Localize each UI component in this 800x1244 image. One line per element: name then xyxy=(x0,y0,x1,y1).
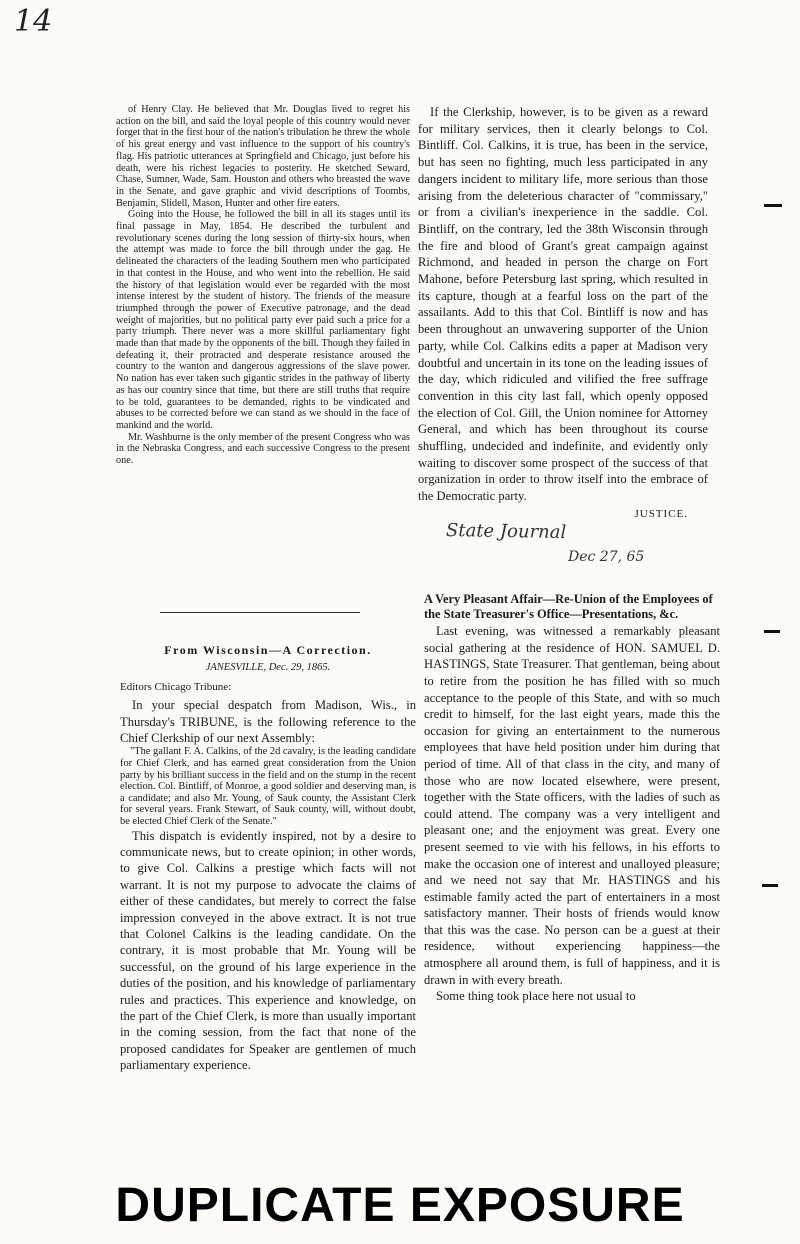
article-washburne-column xyxy=(116,104,410,467)
signature: JUSTICE. xyxy=(634,507,688,520)
margin-mark xyxy=(764,630,780,633)
paragraph: Mr. Washburne is the only member of the present Congress who was in the Nebraska Congress, and each successive Congress to the present one. xyxy=(116,431,410,467)
article-heading: From Wisconsin—A Correction. xyxy=(164,643,372,657)
duplicate-exposure-banner: DUPLICATE EXPOSURE xyxy=(115,1178,685,1232)
paragraph: Going into the House, he followed the bill in all its stages until its final passage in May, 1854. He described the turbulent and revolutionary scenes during the long session of thirty-six hours, when the attempt was made to force the bill through under the gag. He delineated the characters of the leading Southern men who participated in that contest in the House, and who went into the rebellion. He said the history of that legislation would ever be regarded with the most intense interest by the student of history. The friends of the measure triumphed through the power of Executive patronage, and the dead weight of majorities, but no political party ever paid such a price for a party triumph. There never was a more skillful parliamentary fight made than that made by the opponents of the bill. Though they failed in defeating it, their protracted and desperate resistance aroused the country to the wanton and dangerous aggressions of the slave power. No nation has ever taken such gigantic strides in the pathway of liberty as has our country since that time, but there are still truths that require to be told, guarantees to be demanded, rights to be vindicated and abuses to be corrected before we can stand as we should in the face of mankind and the world. xyxy=(116,209,410,431)
column-divider xyxy=(160,612,360,613)
salutation: Editors Chicago Tribune: xyxy=(120,680,232,693)
paragraph: In your special despatch from Madison, Wis., in Thursday's TRIBUNE, is the following reference to the Chief Clerkship of our next Assembly: xyxy=(120,698,416,746)
article-reunion xyxy=(424,592,720,1005)
margin-mark xyxy=(764,204,782,207)
paragraph: of Henry Clay. He believed that Mr. Douglas lived to regret his action on the bill, and said the loyal people of this country would never forget that in the first hour of the nation's tribulation he threw the whole of his great energy and vast influence to the support of his country's flag. His patriotic utterances at Springfield and Chicago, just before his death, were his richest legacies to posterity. He sketched Seward, Chase, Sumner, Wade, Sam. Houston and others who breasted the wave in the Senate, and gave graphic and vivid descriptions of Toombs, Benjamin, Slidell, Mason, Hunter and other fire eaters. xyxy=(116,104,410,209)
article-heading: A Very Pleasant Affair—Re-Union of the Employees of the State Treasurer's Office—Presentations, &c. xyxy=(424,592,713,621)
dateline: JANESVILLE, Dec. 29, 1865. xyxy=(205,662,331,674)
margin-mark xyxy=(762,884,778,887)
paragraph: This dispatch is evidently inspired, not by a desire to communicate news, but to create opinion; in other words, to give Col. Calkins a prestige which facts will not warrant. It is not my purpose to advocate the claims of either of these candidates, but merely to correct the false impression conveyed in the above extract. It is not true that Colonel Calkins is the leading candidate. On the contrary, it is most probable that Mr. Young will be successful, on the ground of his large experience in the duties of the position, and his knowledge of parliamentary rules and practices. This experience and knowledge, on the part of the Chief Clerk, is more than usually important in the coming session, from the fact that none of the proposed candidates for Speaker are gentlemen of much parliamentary experience. xyxy=(120,828,416,1073)
article-wisconsin-correction xyxy=(120,642,416,1074)
paragraph: Some thing took place here not usual to xyxy=(436,989,636,1004)
page-number: 14 xyxy=(14,4,53,39)
handwritten-source: State Journal xyxy=(445,519,567,544)
article-justice-letter xyxy=(418,104,708,523)
paragraph: Last evening, was witnessed a remarkably pleasant social gathering at the residence of HON. SAMUEL D. HASTINGS, State Treasurer. That gentleman, being about to retire from the position he has filled with so much acceptance to the people of this State, and with so much credit to himself, for the last eight years, made this the occasion for giving an entertainment to the numerous employees that have held position under him during that period of time. All of that class in the city, and many of those who are now located elsewhere, were present, together with the State officers, with the ladies of such as could attend. The company was a very intelligent and pleasant one; and the enjoyment was great. Every one present seemed to vie with his fellows, in his efforts to make the occasion one of interest and unalloyed pleasure; and we need not say that Mr. HASTINGS and his estimable family acted the part of entertainers in a most satisfactory manner. Their hosts of friends would know that this was the case. No person can be a guest at their residence, without experiencing happiness—the atmosphere all around them, is full of happiness, and it is drawn in with every breath. xyxy=(424,624,720,987)
paragraph: If the Clerkship, however, is to be given as a reward for military services, then it clearly belongs to Col. Bintliff. Col. Calkins, it is true, has been in the service, but has seen no fighting, much less participated in any dangers incident to military life, more serious than those arising from the deleterious character of "commissary," or from a civilian's inexperience in the saddle. Col. Bintliff, on the contrary, led the 38th Wisconsin through the fire and blood of Grant's great campaign against Richmond, and headed in person the charge on Fort Mahone, before Petersburg last spring, which resulted in its capture, though at a fearful loss on the part of the assailants. Add to this that Col. Bintliff is now and has been throughout an unwavering supporter of the Union party, while Col. Calkins edits a paper at Madison very doubtful and uncertain in its tone on the leading issues of the day, which ridiculed and vilified the free suffrage convention in this city last fall, which openly opposed the election of Col. Gill, the Union nominee for Attorney General, and which has been throughout its course shuffling, undecided and indefinite, and evidently only waiting to discover some prospect of the success of that organization in order to throw itself into the embrace of the Democratic party. xyxy=(418,105,708,504)
quoted-despatch: "The gallant F. A. Calkins, of the 2d cavalry, is the leading candidate for Chief Clerk, and has earned great consideration from the Union party by his brilliant success in the field and on the stump in the recent election. Col. Bintliff, of Monroe, a good soldier and deserving man, is a candidate; and also Mr. Young, of Sauk county, the Assistant Clerk for several years. Frank Stewart, of Sauk county, will, without doubt, be elected Chief Clerk of the Senate." xyxy=(120,746,416,827)
handwritten-date: Dec 27, 65 xyxy=(568,549,645,565)
